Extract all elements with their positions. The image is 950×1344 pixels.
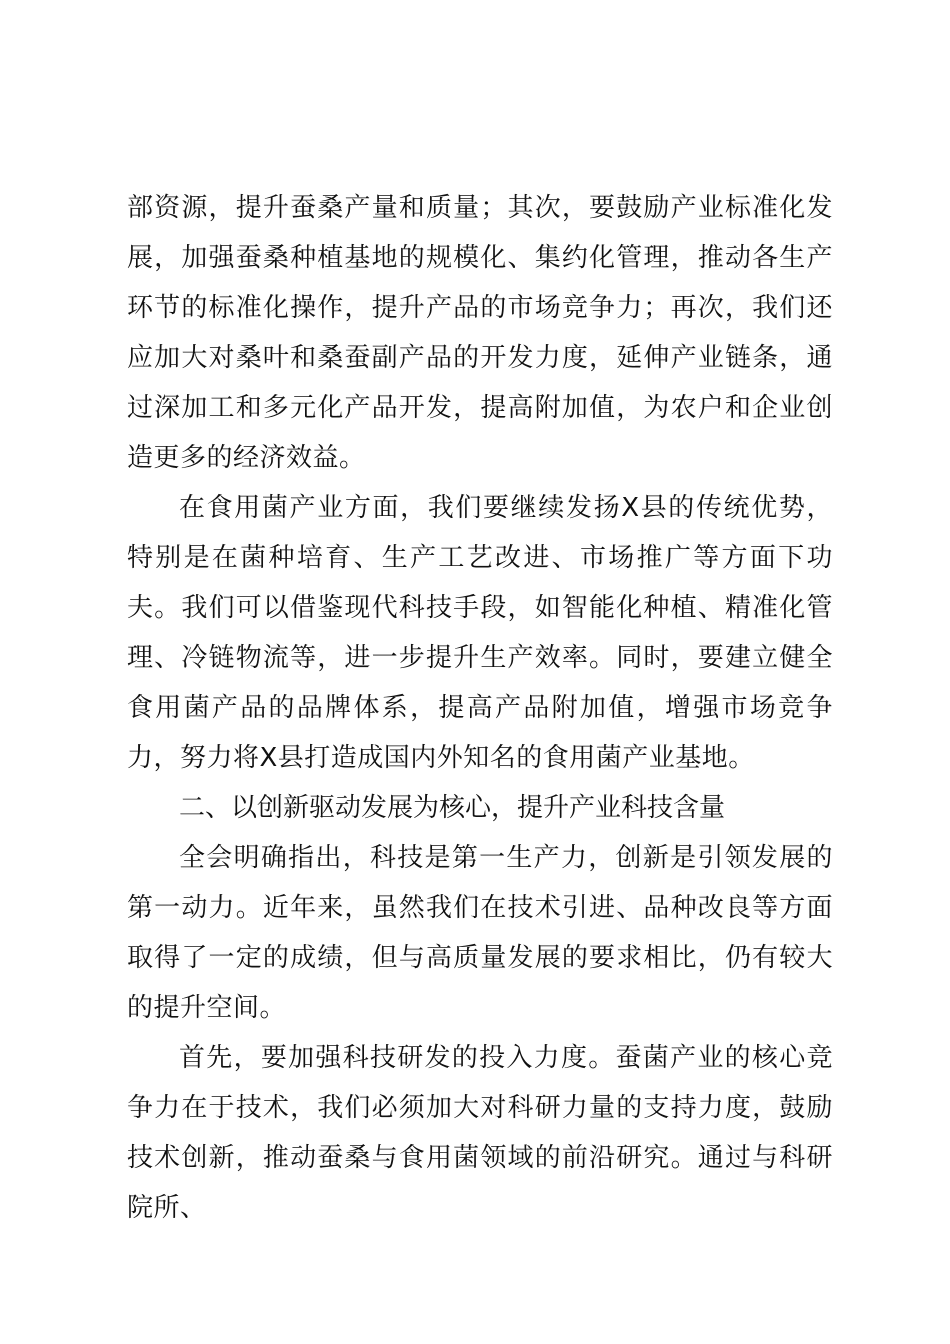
section-heading-innovation: 二、以创新驱动发展为核心，提升产业科技含量 [179, 793, 726, 823]
paragraph-rd-investment: 首先，要加强科技研发的投入力度。蚕菌产业的核心竞争力在于技术，我们必须加大对科研力量的支持力度，鼓励技术创新，推动蚕桑与食用菌领域的前沿研究。通过与科研院所、 [127, 1043, 833, 1223]
paragraph-continuation: 部资源，提升蚕桑产量和质量；其次，要鼓励产业标准化发展，加强蚕桑种植基地的规模化、集约化管理，推动各生产环节的标准化操作，提升产品的市场竞争力；再次，我们还应加大对桑叶和桑蚕副产品的开发力度，延伸产业链条，通过深加工和多元化产品开发，提高附加值，为农户和企业创造更多的经济效益。 [127, 193, 833, 473]
document-body [127, 183, 833, 1233]
paragraph-edible-fungi: 在食用菌产业方面，我们要继续发扬X县的传统优势，特别是在菌种培育、生产工艺改进、市场推广等方面下功夫。我们可以借鉴现代科技手段，如智能化种植、精准化管理、冷链物流等，进一步提升生产效率。同时，要建立健全食用菌产品的品牌体系，提高产品附加值，增强市场竞争力，努力将X县打造成国内外知名的食用菌产业基地。 [127, 493, 833, 773]
paragraph-innovation-intro: 全会明确指出，科技是第一生产力，创新是引领发展的第一动力。近年来，虽然我们在技术引进、品种改良等方面取得了一定的成绩，但与高质量发展的要求相比，仍有较大的提升空间。 [127, 843, 833, 1023]
